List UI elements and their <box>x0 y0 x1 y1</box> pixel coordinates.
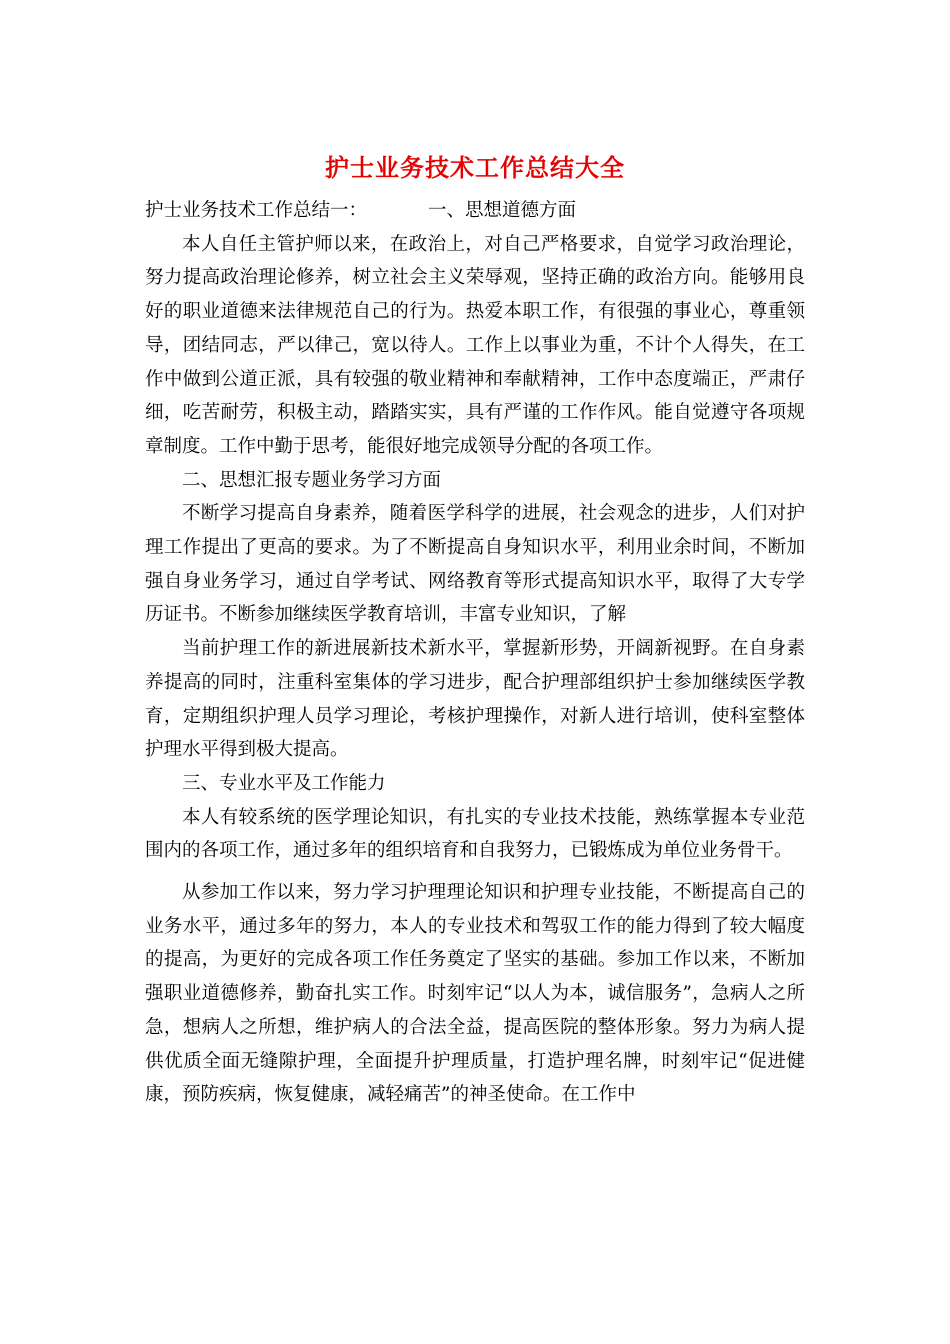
paragraph-2: 不断学习提高自身素养，随着医学科学的进展，社会观念的进步，人们对护理工作提出了更高的要求。为了不断提高自身知识水平，利用业余时间，不断加强自身业务学习，通过自学考试、网络教育等形式提高知识水平，取得了大专学历证书。不断参加继续医学教育培训，丰富专业知识，了解 <box>145 503 805 626</box>
intro-line <box>145 194 805 228</box>
paragraph-5: 从参加工作以来，努力学习护理理论知识和护理专业技能，不断提高自己的业务水平，通过多年的努力，本人的专业技术和驾驭工作的能力得到了较大幅度的提高，为更好的完成各项工作任务奠定了坚实的基础。参加工作以来，不断加强职业道德修养，勤奋扎实工作。时刻牢记“以人为本，诚信服务”，急病人之所急，想病人之所想，维护病人的合法全益，提高医院的整体形象。努力为病人提供优质全面无缝隙护理，全面提升护理质量，打造护理名牌，时刻牢记“促进健康，预防疾病，恢复健康，减轻痛苦”的神圣使命。在工作中 <box>145 882 805 1106</box>
intro-label: 护士业务技术工作总结一： <box>145 200 368 221</box>
document-body <box>145 194 805 1112</box>
document-title: 护士业务技术工作总结大全 <box>325 153 625 182</box>
paragraph-3: 当前护理工作的新进展新技术新水平，掌握新形势，开阔新视野。在自身素养提高的同时，注重科室集体的学习进步，配合护理部组织护士参加继续医学教育，定期组织护理人员学习理论，考核护理操作，对新人进行培训，使科室整体护理水平得到极大提高。 <box>145 638 805 761</box>
section-heading-2: 二、思想汇报专题业务学习方面 <box>182 469 442 491</box>
section-heading-3: 三、专业水平及工作能力 <box>182 772 386 794</box>
paragraph-1: 本人自任主管护师以来，在政治上，对自己严格要求，自觉学习政治理论，努力提高政治理论修养，树立社会主义荣辱观，坚持正确的政治方向。能够用良好的职业道德来法律规范自己的行为。热爱本职工作，有很强的事业心，尊重领导，团结同志，严以律己，宽以待人。工作上以事业为重，不计个人得失，在工作中做到公道正派，具有较强的敬业精神和奉献精神，工作中态度端正，严肃仔细，吃苦耐劳，积极主动，踏踏实实，具有严谨的工作作风。能自觉遵守各项规章制度。工作中勤于思考，能很好地完成领导分配的各项工作。 <box>145 233 805 457</box>
section-heading-1: 一、思想道德方面 <box>428 200 577 221</box>
paragraph-4: 本人有较系统的医学理论知识，有扎实的专业技术技能，熟练掌握本专业范围内的各项工作，通过多年的组织培育和自我努力，已锻炼成为单位业务骨干。 <box>145 806 805 862</box>
